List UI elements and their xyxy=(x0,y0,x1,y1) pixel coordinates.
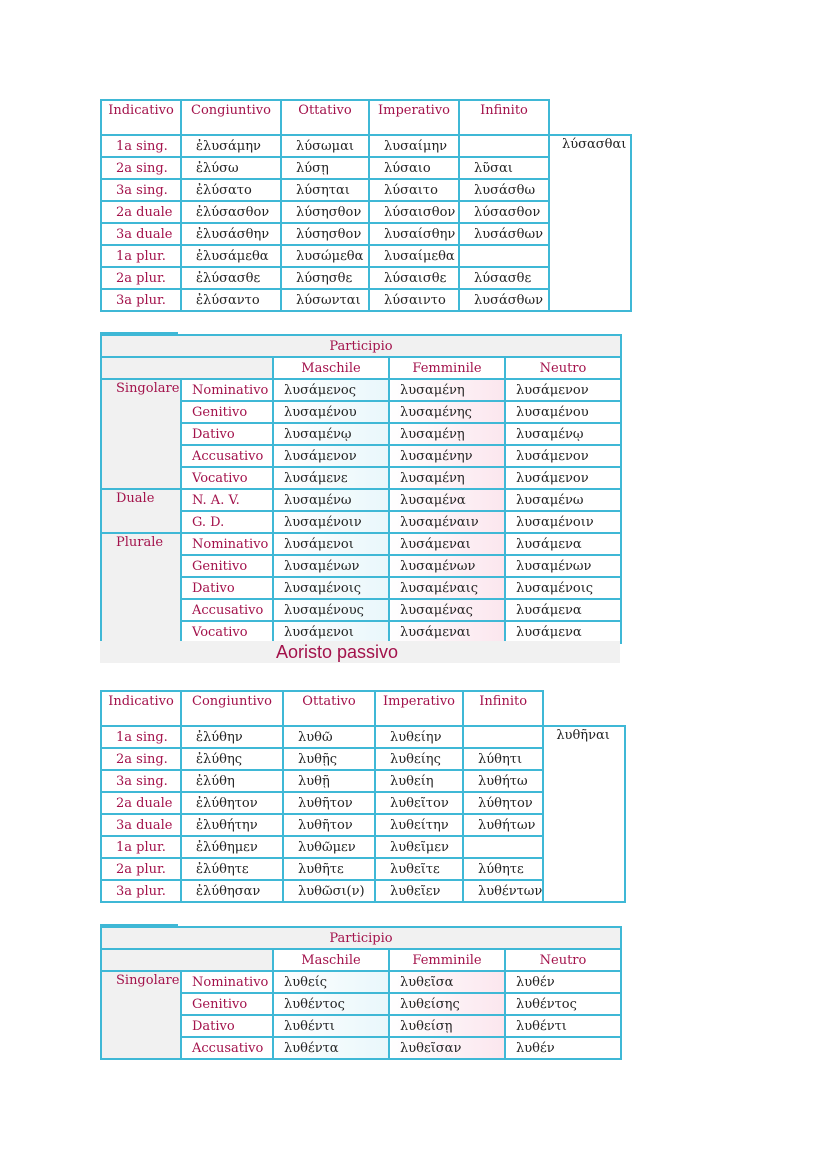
imperative-form: λυθήτω xyxy=(463,770,543,792)
optative-form: λυθεῖεν xyxy=(375,880,463,902)
indicative-form: ἐλύσαντο xyxy=(181,289,281,311)
masculine-form: λυσαμένω xyxy=(273,489,389,511)
indicative-form: ἐλύσασθε xyxy=(181,267,281,289)
feminine-form: λυσαμένῃ xyxy=(389,423,505,445)
masculine-form: λυσαμένους xyxy=(273,599,389,621)
participle-title: Participio xyxy=(101,927,621,949)
feminine-form: λυσαμένην xyxy=(389,445,505,467)
case-label: Accusativo xyxy=(181,445,273,467)
indicative-form: ἐλύσασθον xyxy=(181,201,281,223)
header-infinito: Infinito xyxy=(463,691,543,726)
neuter-form: λυσαμένω xyxy=(505,489,621,511)
masculine-form: λυσαμένοιν xyxy=(273,511,389,533)
feminine-form: λυθεῖσαν xyxy=(389,1037,505,1059)
imperative-form xyxy=(463,836,543,858)
aorist-middle-conjugation-table xyxy=(100,99,632,312)
optative-form: λυσαίσθην xyxy=(369,223,459,245)
neuter-form: λυσάμενα xyxy=(505,599,621,621)
table-row xyxy=(101,726,625,748)
participle-title: Participio xyxy=(101,335,621,357)
header-neutro: Neutro xyxy=(505,357,621,379)
case-label: Accusativo xyxy=(181,599,273,621)
neuter-form: λυθέν xyxy=(505,971,621,993)
masculine-form: λυσάμενε xyxy=(273,467,389,489)
imperative-form xyxy=(463,726,543,748)
table-header-row xyxy=(101,100,631,135)
middle-participle-table xyxy=(100,334,622,644)
header-congiuntivo: Congiuntivo xyxy=(181,691,283,726)
case-label: Dativo xyxy=(181,423,273,445)
person-label: 1a plur. xyxy=(101,836,181,858)
table-row xyxy=(101,379,621,401)
feminine-form: λυσάμεναι xyxy=(389,621,505,643)
neuter-form: λυσαμένων xyxy=(505,555,621,577)
table-header-row xyxy=(101,335,621,357)
feminine-form: λυσαμένων xyxy=(389,555,505,577)
table-header-row xyxy=(101,927,621,949)
aorist-passive-conjugation-table xyxy=(100,690,626,903)
header-indicativo: Indicativo xyxy=(101,691,181,726)
header-maschile: Maschile xyxy=(273,357,389,379)
person-label: 1a plur. xyxy=(101,245,181,267)
optative-form: λυθεῖτον xyxy=(375,792,463,814)
masculine-form: λυθέντος xyxy=(273,993,389,1015)
indicative-form: ἐλύθητον xyxy=(181,792,283,814)
masculine-form: λυθέντα xyxy=(273,1037,389,1059)
imperative-form: λύσασθον xyxy=(459,201,549,223)
indicative-form: ἐλύθητε xyxy=(181,858,283,880)
indicative-form: ἐλυσάμην xyxy=(181,135,281,157)
case-label: Accusativo xyxy=(181,1037,273,1059)
optative-form: λυθείην xyxy=(375,726,463,748)
optative-form: λυσαίμην xyxy=(369,135,459,157)
feminine-form: λυθείσης xyxy=(389,993,505,1015)
header-femminile: Femminile xyxy=(389,949,505,971)
neuter-form: λυσάμενον xyxy=(505,467,621,489)
feminine-form: λυσαμένη xyxy=(389,379,505,401)
subjunctive-form: λύσησθον xyxy=(281,201,369,223)
imperative-form: λυσάσθω xyxy=(459,179,549,201)
indicative-form: ἐλυσάσθην xyxy=(181,223,281,245)
optative-form: λυθείη xyxy=(375,770,463,792)
subjunctive-form: λυθῆτον xyxy=(283,814,375,836)
optative-form: λυθεῖμεν xyxy=(375,836,463,858)
feminine-form: λυσαμένα xyxy=(389,489,505,511)
indicative-form: ἐλύθη xyxy=(181,770,283,792)
case-label: Vocativo xyxy=(181,467,273,489)
table-header-row xyxy=(101,691,625,726)
indicative-form: ἐλύσω xyxy=(181,157,281,179)
person-label: 2a plur. xyxy=(101,858,181,880)
person-label: 3a duale xyxy=(101,223,181,245)
header-ottativo: Ottativo xyxy=(283,691,375,726)
person-label: 3a duale xyxy=(101,814,181,836)
number-label: Plurale xyxy=(101,533,181,643)
masculine-form: λυσάμενος xyxy=(273,379,389,401)
subjunctive-form: λυθῆτε xyxy=(283,858,375,880)
imperative-form: λυσάσθων xyxy=(459,289,549,311)
table-row xyxy=(101,533,621,555)
subjunctive-form: λύσωνται xyxy=(281,289,369,311)
imperative-form: λύθητε xyxy=(463,858,543,880)
imperative-form: λυθέντων xyxy=(463,880,543,902)
subjunctive-form: λύσησθον xyxy=(281,223,369,245)
person-label: 3a plur. xyxy=(101,880,181,902)
section-heading: Aoristo passivo xyxy=(276,642,399,662)
neuter-form: λυθέντος xyxy=(505,993,621,1015)
neuter-form: λυθέν xyxy=(505,1037,621,1059)
person-label: 2a duale xyxy=(101,201,181,223)
passive-participle-table xyxy=(100,926,622,1060)
subjunctive-form: λυσώμεθα xyxy=(281,245,369,267)
optative-form: λυθείτην xyxy=(375,814,463,836)
case-label: G. D. xyxy=(181,511,273,533)
indicative-form: ἐλύθησαν xyxy=(181,880,283,902)
masculine-form: λυσαμένοις xyxy=(273,577,389,599)
table-row xyxy=(101,489,621,511)
person-label: 2a sing. xyxy=(101,748,181,770)
case-label: Genitivo xyxy=(181,993,273,1015)
optative-form: λυθείης xyxy=(375,748,463,770)
header-femminile: Femminile xyxy=(389,357,505,379)
header-indicativo: Indicativo xyxy=(101,100,181,135)
indicative-form: ἐλύθης xyxy=(181,748,283,770)
imperative-form: λυσάσθων xyxy=(459,223,549,245)
case-label: Genitivo xyxy=(181,401,273,423)
subjunctive-form: λύσηται xyxy=(281,179,369,201)
case-label: Dativo xyxy=(181,1015,273,1037)
person-label: 3a plur. xyxy=(101,289,181,311)
indicative-form: ἐλύσατο xyxy=(181,179,281,201)
optative-form: λύσαιτο xyxy=(369,179,459,201)
imperative-form: λυθήτων xyxy=(463,814,543,836)
table-header-row xyxy=(101,357,621,379)
header-maschile: Maschile xyxy=(273,949,389,971)
person-label: 3a sing. xyxy=(101,770,181,792)
number-label: Duale xyxy=(101,489,181,533)
case-label: Nominativo xyxy=(181,533,273,555)
case-label: Vocativo xyxy=(181,621,273,643)
person-label: 2a duale xyxy=(101,792,181,814)
indicative-form: ἐλυθήτην xyxy=(181,814,283,836)
neuter-form: λυσαμένῳ xyxy=(505,423,621,445)
feminine-form: λυθείσῃ xyxy=(389,1015,505,1037)
person-label: 3a sing. xyxy=(101,179,181,201)
neuter-form: λυσαμένου xyxy=(505,401,621,423)
neuter-form: λυθέντι xyxy=(505,1015,621,1037)
masculine-form: λυθείς xyxy=(273,971,389,993)
subjunctive-form: λυθῇ xyxy=(283,770,375,792)
header-imperativo: Imperativo xyxy=(369,100,459,135)
person-label: 2a plur. xyxy=(101,267,181,289)
header-congiuntivo: Congiuntivo xyxy=(181,100,281,135)
subjunctive-form: λυθῇς xyxy=(283,748,375,770)
subjunctive-form: λυθῶ xyxy=(283,726,375,748)
header-neutro: Neutro xyxy=(505,949,621,971)
masculine-form: λυσάμενον xyxy=(273,445,389,467)
table-row xyxy=(101,135,631,157)
imperative-form: λῦσαι xyxy=(459,157,549,179)
feminine-form: λυθεῖσα xyxy=(389,971,505,993)
subjunctive-form: λύσῃ xyxy=(281,157,369,179)
case-label: Dativo xyxy=(181,577,273,599)
masculine-form: λυσαμένου xyxy=(273,401,389,423)
subjunctive-form: λυθῶμεν xyxy=(283,836,375,858)
neuter-form: λυσάμενα xyxy=(505,533,621,555)
masculine-form: λυθέντι xyxy=(273,1015,389,1037)
header-infinito: Infinito xyxy=(459,100,549,135)
neuter-form: λυσάμενα xyxy=(505,621,621,643)
neuter-form: λυσαμένοις xyxy=(505,577,621,599)
person-label: 2a sing. xyxy=(101,157,181,179)
masculine-form: λυσαμένων xyxy=(273,555,389,577)
feminine-form: λυσαμένης xyxy=(389,401,505,423)
subjunctive-form: λύσωμαι xyxy=(281,135,369,157)
table-header-row xyxy=(101,949,621,971)
imperative-form xyxy=(459,245,549,267)
masculine-form: λυσάμενοι xyxy=(273,533,389,555)
indicative-form: ἐλύθημεν xyxy=(181,836,283,858)
masculine-form: λυσάμενοι xyxy=(273,621,389,643)
neuter-form: λυσάμενον xyxy=(505,445,621,467)
masculine-form: λυσαμένῳ xyxy=(273,423,389,445)
feminine-form: λυσαμέναιν xyxy=(389,511,505,533)
header-ottativo: Ottativo xyxy=(281,100,369,135)
feminine-form: λυσαμένη xyxy=(389,467,505,489)
subjunctive-form: λύσησθε xyxy=(281,267,369,289)
imperative-form: λύθητι xyxy=(463,748,543,770)
imperative-form: λύθητον xyxy=(463,792,543,814)
table-row xyxy=(101,971,621,993)
person-label: 1a sing. xyxy=(101,726,181,748)
imperative-form: λύσασθε xyxy=(459,267,549,289)
header-imperativo: Imperativo xyxy=(375,691,463,726)
case-label: Genitivo xyxy=(181,555,273,577)
imperative-form xyxy=(459,135,549,157)
optative-form: λύσαιο xyxy=(369,157,459,179)
optative-form: λύσαισθε xyxy=(369,267,459,289)
number-label: Singolare xyxy=(101,971,181,1059)
case-label: N. A. V. xyxy=(181,489,273,511)
feminine-form: λυσαμένας xyxy=(389,599,505,621)
subjunctive-form: λυθῶσι(ν) xyxy=(283,880,375,902)
number-label: Singolare xyxy=(101,379,181,489)
feminine-form: λυσαμέναις xyxy=(389,577,505,599)
infinitive-form: λύσασθαι xyxy=(549,135,631,311)
neuter-form: λυσαμένοιν xyxy=(505,511,621,533)
optative-form: λυθεῖτε xyxy=(375,858,463,880)
optative-form: λύσαισθον xyxy=(369,201,459,223)
optative-form: λυσαίμεθα xyxy=(369,245,459,267)
case-label: Nominativo xyxy=(181,379,273,401)
optative-form: λύσαιντο xyxy=(369,289,459,311)
indicative-form: ἐλυσάμεθα xyxy=(181,245,281,267)
indicative-form: ἐλύθην xyxy=(181,726,283,748)
person-label: 1a sing. xyxy=(101,135,181,157)
infinitive-form: λυθῆναι xyxy=(543,726,625,902)
neuter-form: λυσάμενον xyxy=(505,379,621,401)
case-label: Nominativo xyxy=(181,971,273,993)
feminine-form: λυσάμεναι xyxy=(389,533,505,555)
subjunctive-form: λυθῆτον xyxy=(283,792,375,814)
